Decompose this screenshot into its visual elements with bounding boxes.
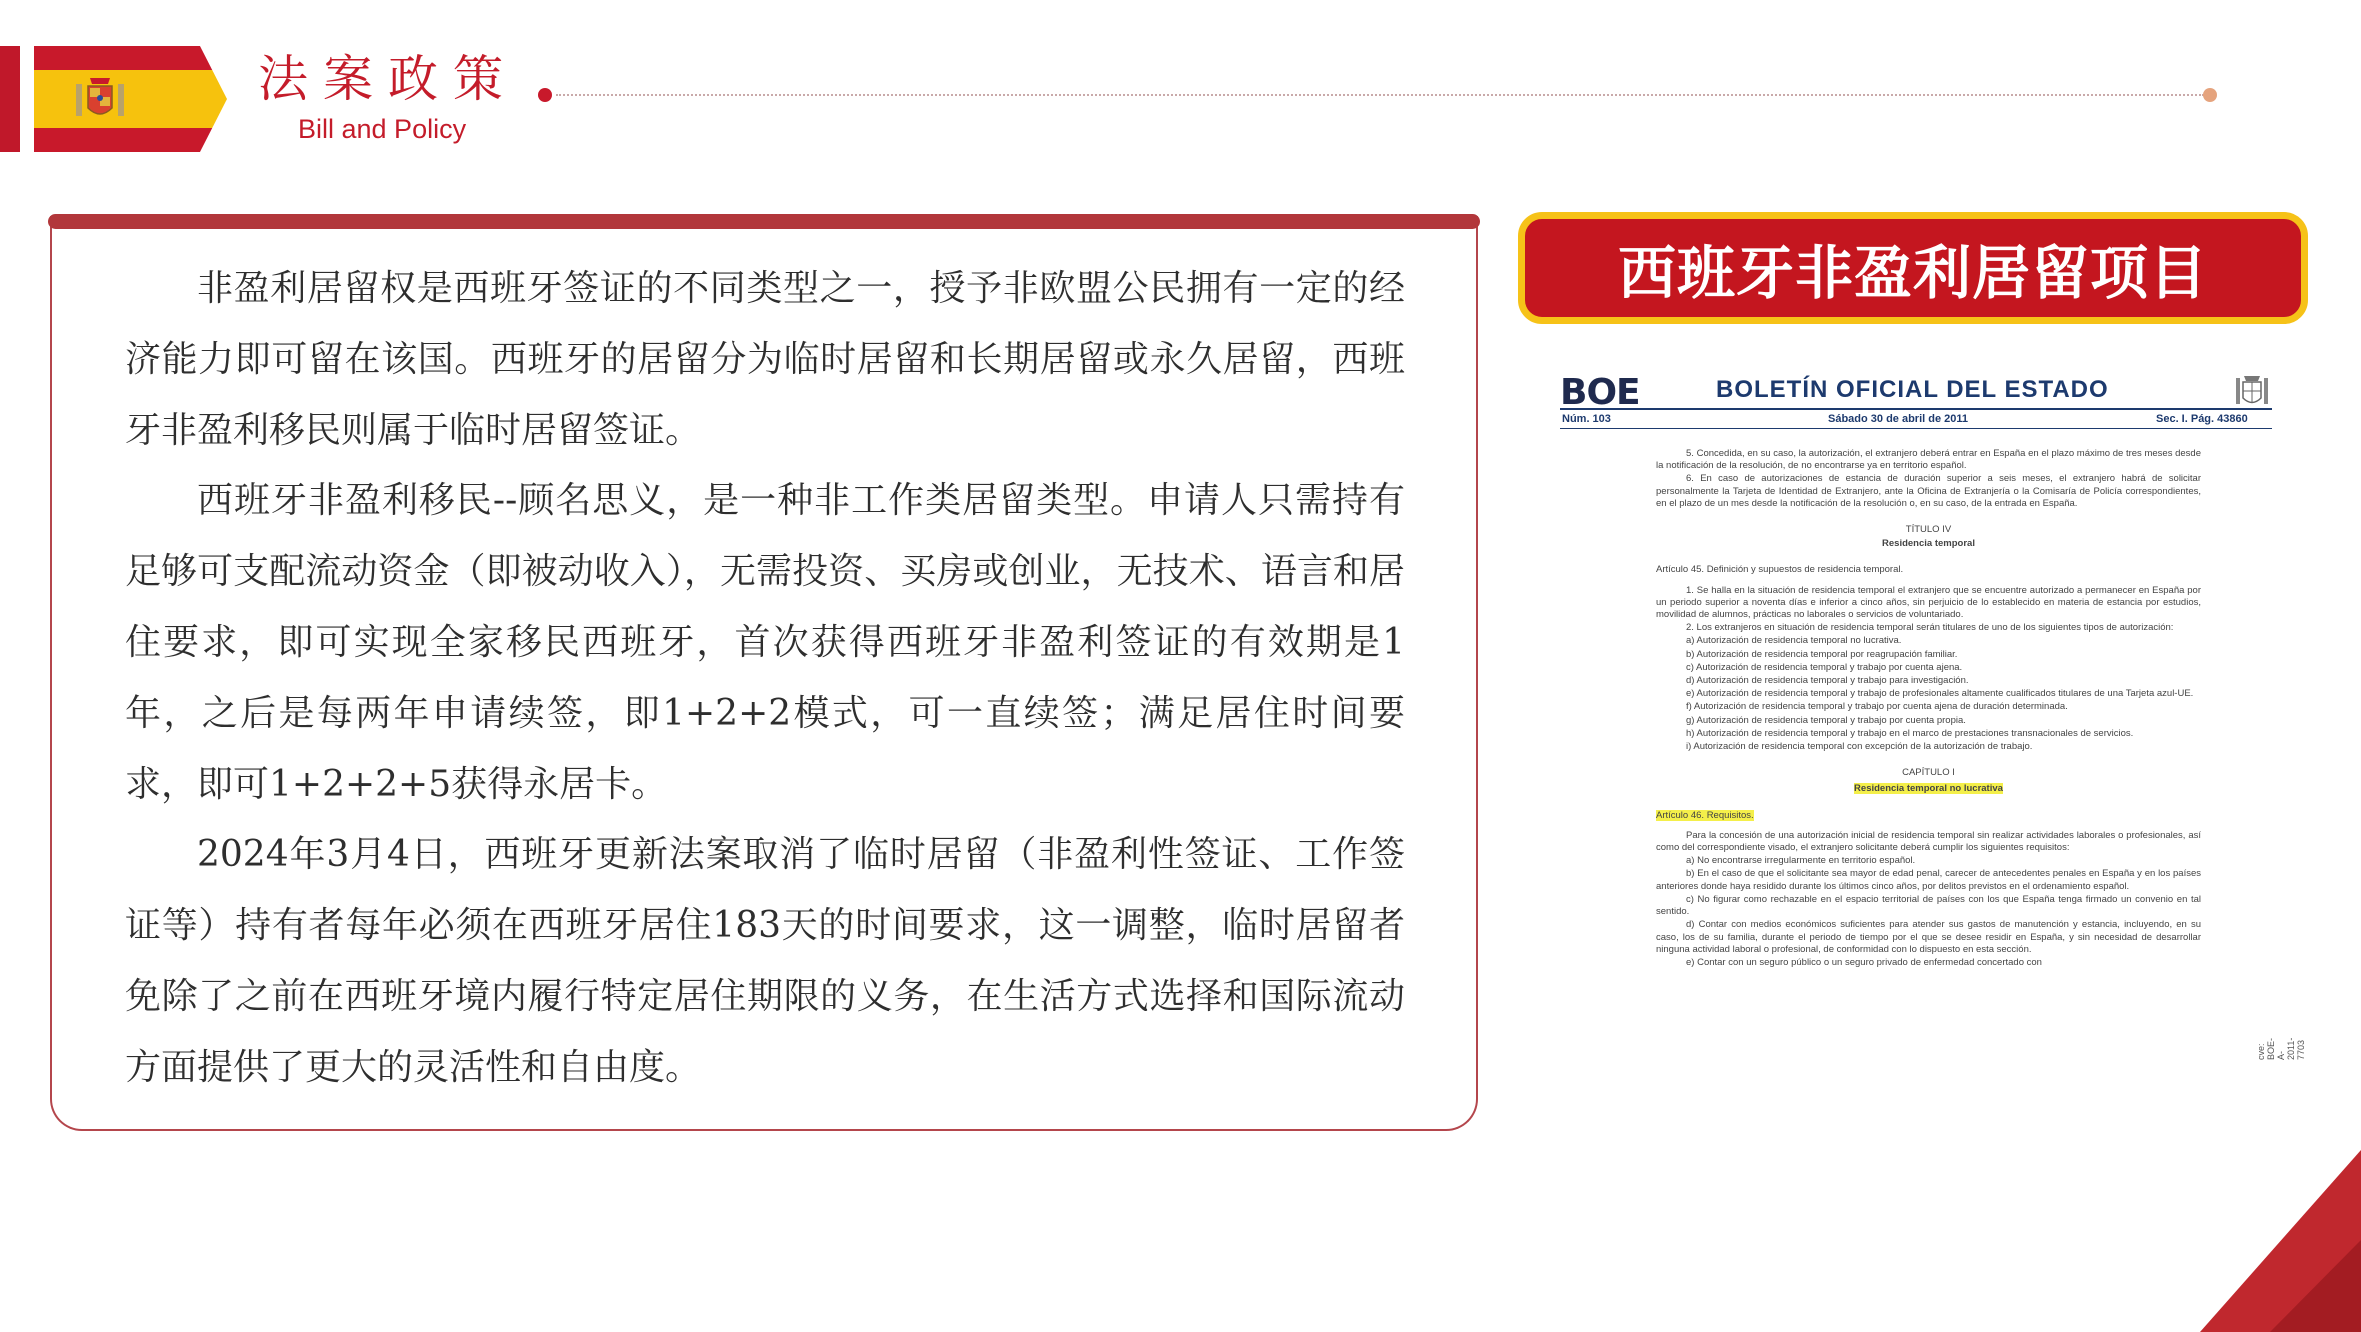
doc-list-item: c) Autorización de residencia temporal y trabajo por cuenta ajena.: [1686, 661, 1963, 673]
left-accent-bar: [0, 46, 20, 152]
doc-art46-text: Artículo 46. Requisitos.: [1656, 809, 1754, 821]
spain-flag-icon: [34, 46, 227, 152]
paragraph-1: 非盈利居留权是西班牙签证的不同类型之一，授予非欧盟公民拥有一定的经济能力即可留在该国。西班牙的居留分为临时居留和长期居留或永久居留，西班牙非盈利移民则属于临时居留签证。: [125, 268, 1405, 451]
policy-text: [125, 254, 1405, 1104]
doc-list-item: a) Autorización de residencia temporal no lucrativa.: [1686, 635, 1902, 647]
doc-list2-item: e) Contar con un seguro público o un seguro privado de enfermedad concertado con: [1686, 956, 2042, 968]
section-title-cn: 法案政策: [258, 50, 518, 108]
doc-list2-item: d) Contar con medios económicos suficientes para atender sus gastos de manutención y estancia, incluyendo, en su caso, los de su familia, durante el periodo de tiempo por el que se desee residir en España, y sin necesidad de desarrollar ninguna actividad laboral o profesional, de conformidad con lo dispuesto en esta sección.: [1656, 919, 2201, 955]
doc-list-item: h) Autorización de residencia temporal y trabajo en el marco de prestaciones transnacionales de servicios.: [1686, 727, 2134, 739]
doc-list2-item: c) No figurar como rechazable en el espacio territorial de países con los que España tenga firmado un convenio en tal sentido.: [1656, 893, 2201, 918]
doc-art46: [1656, 810, 2201, 822]
doc-list2-item: a) No encontrarse irregularmente en territorio español.: [1686, 855, 1916, 867]
doc-list-item: e) Autorización de residencia temporal y trabajo de profesionales altamente cualificados titulares de una Tarjeta azul-UE.: [1686, 688, 2194, 700]
doc-capitulo-name-text: Residencia temporal no lucrativa: [1854, 783, 2003, 795]
header-dot-right: [2203, 88, 2217, 102]
doc-number: Núm. 103: [1562, 413, 1611, 425]
doc-side-code: cve: BOE-A-2011-7703: [2256, 1037, 2306, 1060]
doc-art45-2: 2. Los extranjeros en situación de residencia temporal serán titulares de uno de los siguientes tipos de autorización:: [1686, 622, 2174, 634]
doc-titulo-name-text: Residencia temporal: [1882, 538, 1975, 550]
doc-section: Sec. I. Pág. 43860: [2156, 413, 2248, 425]
flag-yellow-stripe: [34, 70, 227, 128]
project-title: 西班牙非盈利居留项目: [1617, 239, 2208, 307]
doc-capitulo-name: [1656, 783, 2201, 795]
boe-document-image: [1556, 360, 2306, 1135]
doc-art45: Artículo 45. Definición y supuestos de residencia temporal.: [1656, 564, 1904, 576]
flag-red-stripe-bottom: [34, 128, 227, 152]
boe-seal-icon: [2232, 370, 2272, 410]
doc-list2-item: b) En el caso de que el solicitante sea mayor de edad penal, carecer de antecedentes penales en España y en los países anteriores donde haya residido durante los últimos cinco años, por delitos previstos en el ordenamiento español.: [1656, 868, 2201, 892]
doc-date: Sábado 30 de abril de 2011: [1828, 413, 1969, 425]
doc-para-6: 6. En caso de autorizaciones de estancia de duración superior a seis meses, el extranjero habrá de solicitar personalmente la Tarjeta de Identidad de Extranjero, ante la Oficina de Extranjería o la Comisaría de Policía correspondientes, en el plazo de un mes desde la notificación de la resolución o, en su caso, de la entrada en España.: [1656, 473, 2201, 509]
doc-art45-1: 1. Se halla en la situación de residencia temporal el extranjero que se encuentre autorizado a permanecer en España por un periodo superior a noventa días e inferior a cinco años, sin perjuicio de lo establecido en materia de estancia por estudios, movilidad de alumnos, prácticas no laborales o servicios de voluntariado.: [1656, 584, 2201, 621]
doc-capitulo: CAPÍTULO I: [1902, 767, 1955, 779]
paragraph-2: 西班牙非盈利移民--顾名思义，是一种非工作类居留类型。申请人只需持有足够可支配流动资金（即被动收入），无需投资、买房或创业，无技术、语言和居住要求，即可实现全家移民西班牙，首次获得西班牙非盈利签证的有效期是1年，之后是每两年申请续签，即1+2+2模式，可一直续签；满足居住时间要求，即可1+2+2+5获得永居卡。: [125, 480, 1405, 805]
doc-rule-top: [1560, 408, 2272, 410]
doc-para-5: 5. Concedida, en su caso, la autorización, el extranjero deberá entrar en España en el plazo máximo de tres meses desde la notificación de la resolución, de no encontrarse ya en territorio español.: [1656, 448, 2201, 472]
boe-logo: BOE: [1560, 372, 1640, 413]
doc-list-item: i) Autorización de residencia temporal con excepción de la autorización de trabajo.: [1686, 741, 2033, 753]
text-panel-top-bar: [48, 214, 1480, 229]
project-title-banner: [1518, 212, 2308, 324]
header-dot-left: [538, 88, 552, 102]
paragraph-3: 2024年3月4日，西班牙更新法案取消了临时居留（非盈利性签证、工作签证等）持有者每年必须在西班牙居住183天的时间要求，这一调整，临时居留者免除了之前在西班牙境内履行特定居住期限的义务，在生活方式选择和国际流动方面提供了更大的灵活性和自由度。: [125, 834, 1405, 1088]
doc-art46-text-body: Para la concesión de una autorización inicial de residencia temporal sin realizar actividades laborales o profesionales, así como del correspondiente visado, el extranjero solicitante deberá cumplir los siguientes requisitos:: [1656, 829, 2201, 854]
header-dotted-line: [556, 94, 2204, 96]
doc-list-item: f) Autorización de residencia temporal y trabajo por cuenta ajena de duración determinada.: [1686, 701, 2068, 713]
doc-body: [1656, 448, 2201, 970]
boe-title: BOLETÍN OFICIAL DEL ESTADO: [1716, 376, 2109, 403]
doc-titulo-name: [1656, 538, 2201, 550]
doc-titulo: TÍTULO IV: [1905, 524, 1952, 536]
doc-list-item: g) Autorización de residencia temporal y trabajo por cuenta propia.: [1686, 714, 1966, 726]
section-title-en: Bill and Policy: [298, 114, 467, 144]
coat-of-arms-icon: [72, 70, 128, 128]
doc-list-item: d) Autorización de residencia temporal y trabajo para investigación.: [1686, 675, 1969, 687]
doc-rule-bottom: [1560, 428, 2272, 429]
flag-red-stripe-top: [34, 46, 227, 70]
doc-list-item: b) Autorización de residencia temporal por reagrupación familiar.: [1686, 648, 1958, 660]
